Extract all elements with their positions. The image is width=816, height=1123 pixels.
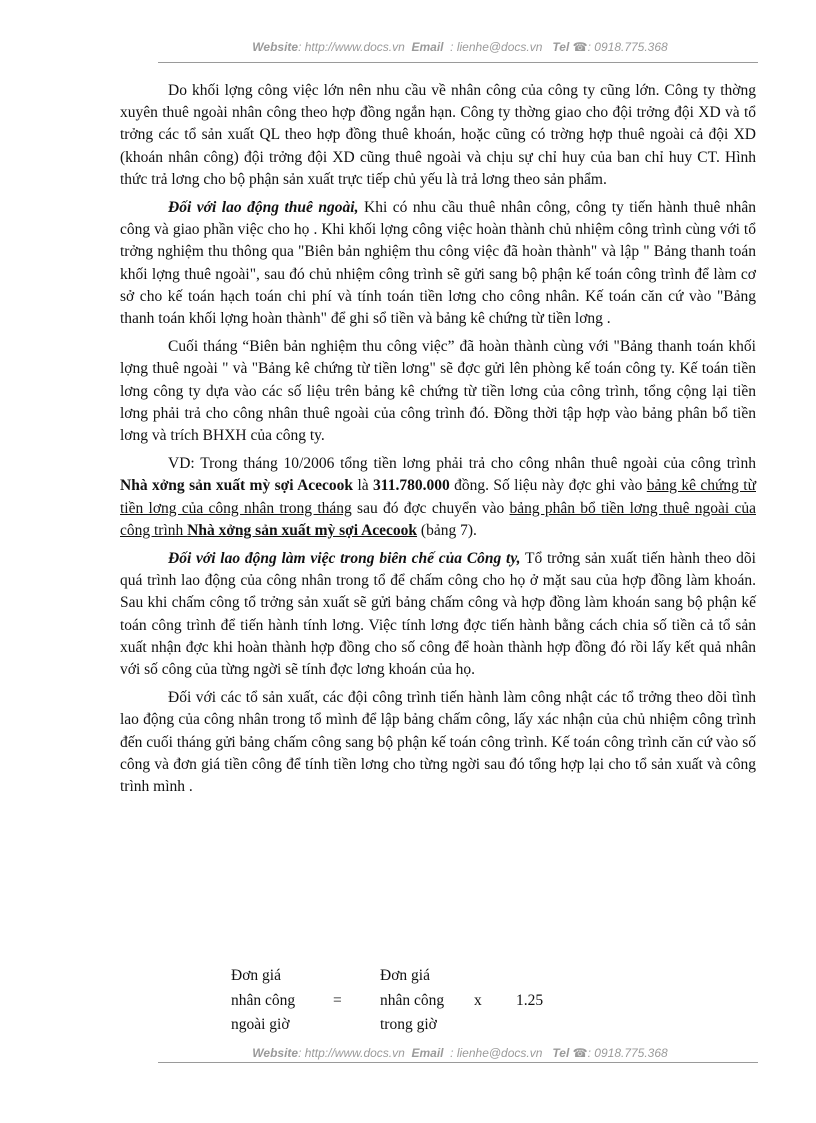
formula-factor: 1.25 <box>516 991 544 1009</box>
paragraph-2-text: Khi có nhu cầu thuê nhân công, công ty tiến hành thuê nhân công và giao phần việc cho họ . Khi khối lợng công việc hoàn thành chủ nhiệm công trình cùng với tổ trởng nghiệm thu thông qua "Biên bản nghiệm thu công việc đã hoàn thành" và lập " Bảng thanh toán khối lợng thuê ngoài", sau đó chủ nhiệm công trình sẽ gửi sang bộ phận kế toán công trình để làm cơ sở cho kế toán hạch toán chi phí và tính toán tiền lơng cho công nhân. Kế toán căn cứ vào "Bảng thanh toán khối lợng hoàn thành" để ghi sổ tiền và bảng kê chứng từ tiền lơng . <box>120 199 756 328</box>
tel-value: : 0918.775.368 <box>587 1046 668 1060</box>
p4-text-c: là <box>353 477 374 495</box>
formula-right-line: trong giờ <box>380 1016 437 1033</box>
p4-text-e: đồng. Số liệu này đợc ghi vào <box>449 477 647 495</box>
email-value: : lienhe@docs.vn <box>450 1046 543 1060</box>
paragraph-5-text: Tổ trởng sản xuất tiến hành theo dõi quá trình lao động của công nhân trong tổ để chấm công cho họ ở mặt sau của hợp đồng làm khoán. Sau khi chấm công tổ trởng sản xuất sẽ gửi bảng chấm công và hợp đồng làm khoán sang bộ phận kế toán công trình để tiến hành tính lơng. Việc tính lơng đợc tiến hành bằng cách chia số tiền cả tổ sản xuất nhận đợc khi hoàn thành hợp đồng cho số công để hoàn thành hợp đồng đó rồi lấy kết quả nhân với số công của từng ngời sẽ tính đợc lơng khoán của họ. <box>120 550 756 679</box>
paragraph-4 <box>120 453 756 542</box>
tel-value: : 0918.775.368 <box>587 40 668 54</box>
formula-right-line: Đơn giá <box>380 967 430 984</box>
page-footer <box>160 1046 760 1060</box>
paragraph-5-lead: Đối với lao động làm việc trong biên chế của Công ty, <box>168 550 521 568</box>
p4-text-j: (bảng 7). <box>417 521 477 539</box>
email-label: Email <box>411 1046 444 1060</box>
formula-right-line: nhân công <box>380 991 445 1009</box>
website-label: Website <box>252 1046 299 1060</box>
header-divider <box>158 62 758 63</box>
website-label: Website <box>252 40 299 54</box>
footer-divider <box>158 1062 758 1063</box>
wage-formula <box>0 964 816 1044</box>
paragraph-2 <box>120 197 756 330</box>
p4-text-g: sau đó đợc chuyển vào <box>351 499 510 517</box>
p4-underlined-ref-1: bảng kê chứng từ tiền lơng của công nhân trong tháng <box>120 477 756 517</box>
phone-icon: ☎ <box>572 40 588 54</box>
email-value: : lienhe@docs.vn <box>450 40 543 54</box>
formula-left-line: ngoài giờ <box>231 1016 290 1033</box>
phone-icon: ☎ <box>572 1046 588 1060</box>
website-value: : http://www.docs.vn <box>298 1046 405 1060</box>
tel-label: Tel <box>552 1046 570 1060</box>
email-label: Email <box>411 40 444 54</box>
p4-underlined-ref-2: bảng phân bổ tiền lơng thuê ngoài của công trình <box>120 499 756 539</box>
formula-times: x <box>474 991 482 1009</box>
paragraph-3: Cuối tháng “Biên bản nghiệm thu công việc” đã hoàn thành cùng với "Bảng thanh toán khối lợng thuê ngoài " và "Bảng kê chứng từ tiền lơng" sẽ đợc gửi lên phòng kế toán công ty. Kế toán tiền lơng công ty dựa vào các số liệu trên bảng kê chứng từ tiền lơng của công trình, tổng cộng lại tiền lơng phải trả cho công nhân thuê ngoài của công trình đó. Đồng thời tập hợp vào bảng phân bổ tiền lơng và trích BHXH của công ty. <box>120 338 756 445</box>
p4-project-name: Nhà xởng sản xuất mỳ sợi Acecook <box>120 477 354 495</box>
formula-equals: = <box>333 991 342 1009</box>
formula-left-term <box>231 964 295 1038</box>
formula-left-line: nhân công <box>231 991 296 1009</box>
formula-left-line: Đơn giá <box>231 967 281 984</box>
document-body <box>120 80 756 804</box>
paragraph-1: Do khối lợng công việc lớn nên nhu cầu về nhân công của công ty cũng lớn. Công ty thờng xuyên thuê ngoài nhân công theo hợp đồng ngắn hạn. Công ty thờng giao cho đội trởng đội XD và tổ trởng các tổ sản xuất QL theo hợp đồng thuê khoán, hoặc cũng có trờng hợp thuê ngoài cả đội XD (khoán nhân công) đội trởng đội XD cũng thuê ngoài và chịu sự chỉ huy của ban chỉ huy CT. Hình thức trả lơng cho bộ phận sản xuất trực tiếp chủ yếu là trả lơng theo sản phẩm. <box>120 82 756 188</box>
p4-text-a: VD: Trong tháng 10/2006 tổng tiền lơng phải trả cho công nhân thuê ngoài của công trình <box>168 455 756 473</box>
paragraph-6: Đối với các tổ sản xuất, các đội công trình tiến hành làm công nhật các tổ trởng theo dõi tình lao động của công nhân trong tổ mình để lập bảng chấm công, lấy xác nhận của chủ nhiệm công trình đến cuối tháng gửi bảng chấm công sang bộ phận kế toán công trình. Kế toán công trình căn cứ vào số công và đơn giá tiền công để tính tiền lơng cho từng ngời sau đó tổng hợp lại cho tổ sản xuất và công trình mình . <box>120 689 756 796</box>
paragraph-2-lead: Đối với lao động thuê ngoài, <box>168 199 359 217</box>
p4-project-name-2: Nhà xởng sản xuất mỳ sợi Acecook <box>187 521 418 539</box>
tel-label: Tel <box>552 40 570 54</box>
website-value: : http://www.docs.vn <box>298 40 405 54</box>
page-header <box>160 40 760 54</box>
formula-right-term <box>380 964 444 1038</box>
p4-amount: 311.780.000 <box>373 477 450 495</box>
paragraph-5 <box>120 548 756 681</box>
